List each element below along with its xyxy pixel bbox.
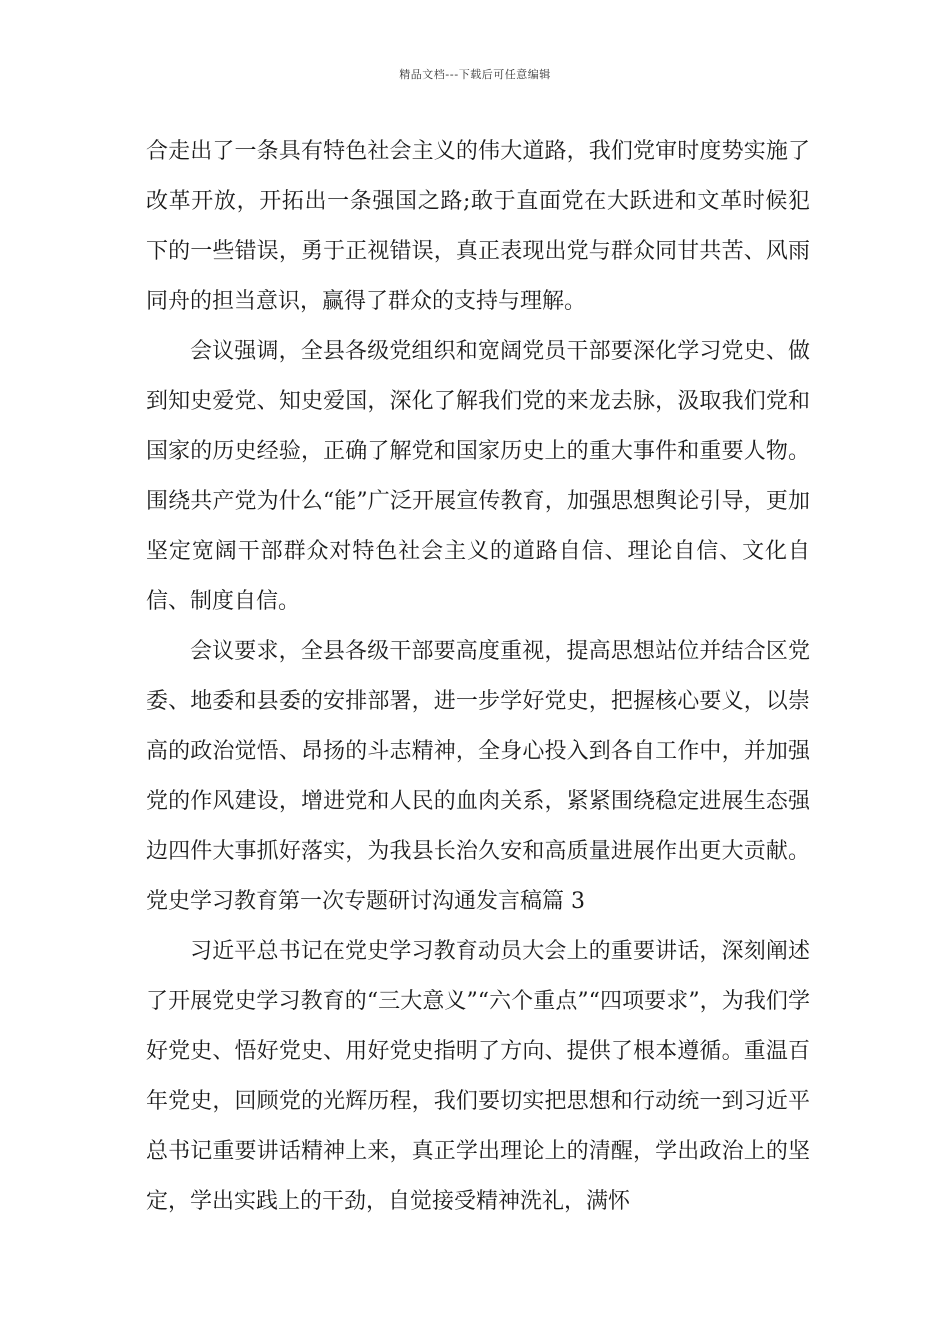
paragraph: 会议强调，全县各级党组织和宽阔党员干部要深化学习党史、做到知史爱党、知史爱国，深化了解我们党的来龙去脉，汲取我们党和国家的历史经验，正确了解党和国家历史上的重大事件和重要人物。围绕共产党为什么“能”广泛开展宣传教育，加强思想舆论引导，更加坚定宽阔干部群众对特色社会主义的道路自信、理论自信、文化自信、制度自信。 xyxy=(146,339,810,614)
paragraph: 合走出了一条具有特色社会主义的伟大道路，我们党审时度势实施了改革开放，开拓出一条强国之路;敢于直面党在大跃进和文革时候犯下的一些错误，勇于正视错误，真正表现出党与群众同甘共苦、风雨同舟的担当意识，赢得了群众的支持与理解。 xyxy=(146,139,810,314)
paragraph: 习近平总书记在党史学习教育动员大会上的重要讲话，深刻阐述了开展党史学习教育的“三大意义”“六个重点”“四项要求”，为我们学好党史、悟好党史、用好党史指明了方向、提供了根本遵循。重温百年党史，回顾党的光辉历程，我们要切实把思想和行动统一到习近平总书记重要讲话精神上来，真正学出理论上的清醒，学出政治上的坚定，学出实践上的干劲，自觉接受精神洗礼，满怀 xyxy=(146,939,810,1214)
document-body xyxy=(146,127,810,1227)
page-header: 精品文档---下载后可任意编辑 xyxy=(399,68,551,81)
paragraph: 会议要求，全县各级干部要高度重视，提高思想站位并结合区党委、地委和县委的安排部署，进一步学好党史，把握核心要义，以崇高的政治觉悟、昂扬的斗志精神，全身心投入到各自工作中，并加强党的作风建设，增进党和人民的血肉关系，紧紧围绕稳定进展生态强边四件大事抓好落实，为我县长治久安和高质量进展作出更大贡献。党史学习教育第一次专题研讨沟通发言稿篇 3 xyxy=(146,639,810,914)
